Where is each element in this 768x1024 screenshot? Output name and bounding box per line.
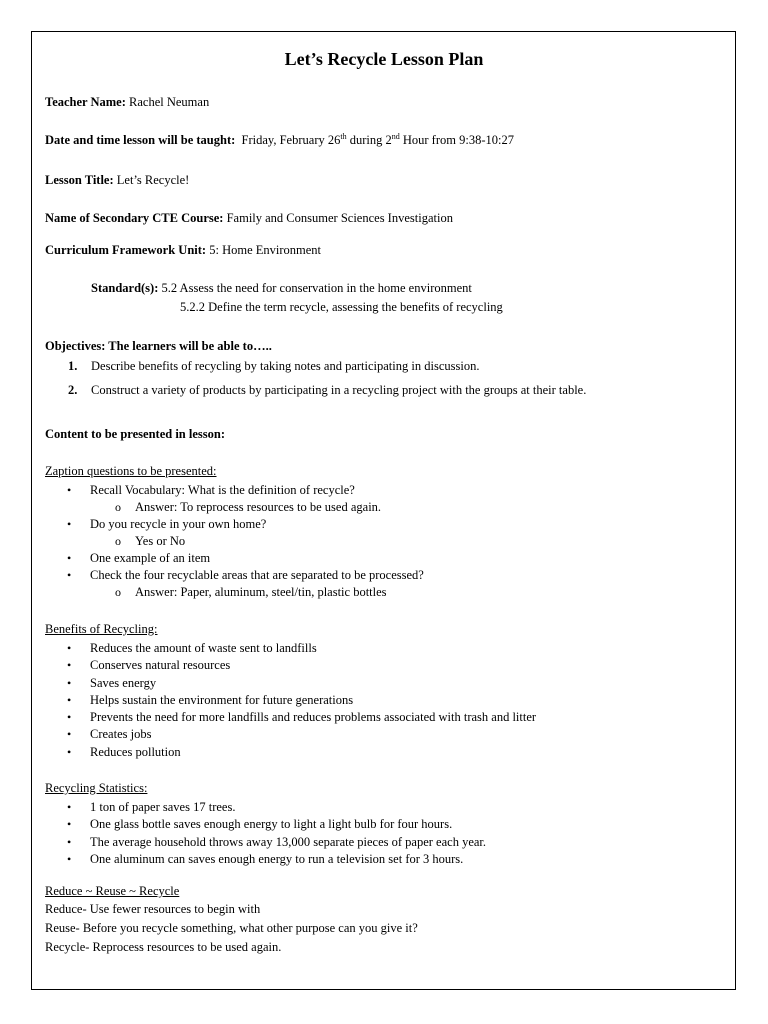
- bullet: •: [67, 800, 72, 814]
- objectives-heading: Objectives: The learners will be able to…..: [45, 339, 272, 353]
- objective-2-number: 2.: [68, 383, 78, 397]
- statistic-item: One aluminum can saves enough energy to run a television set for 3 hours.: [90, 852, 464, 866]
- date-value-post: Hour from 9:38-10:27: [399, 133, 514, 147]
- bullet: •: [67, 727, 72, 741]
- bullet: •: [67, 551, 72, 565]
- benefit-item: Creates jobs: [90, 727, 152, 741]
- sub-bullet: o: [115, 585, 121, 599]
- teacher-value: Rachel Neuman: [129, 95, 210, 109]
- standard-2: 5.2.2 Define the term recycle, assessing the benefits of recycling: [180, 300, 503, 314]
- benefit-item: Helps sustain the environment for future generations: [90, 693, 354, 707]
- zaption-question-2: Do you recycle in your own home?: [90, 517, 267, 531]
- bullet: •: [67, 568, 72, 582]
- date-sup-nd: nd: [391, 131, 400, 141]
- date-value-pre: Friday, February 26: [241, 133, 341, 147]
- objective-1-number: 1.: [68, 359, 78, 373]
- unit-value: 5: Home Environment: [209, 243, 322, 257]
- date-sup-th: th: [340, 131, 347, 141]
- content-heading: Content to be presented in lesson:: [45, 427, 225, 441]
- bullet: •: [67, 835, 72, 849]
- bullet: •: [67, 693, 72, 707]
- zaption-question-1: Recall Vocabulary: What is the definition of recycle?: [90, 483, 355, 497]
- sub-bullet: o: [115, 500, 121, 514]
- page-title: Let’s Recycle Lesson Plan: [284, 49, 484, 69]
- bullet: •: [67, 483, 72, 497]
- benefit-item: Reduces the amount of waste sent to landfills: [90, 641, 317, 655]
- bullet: •: [67, 658, 72, 672]
- standard-1: 5.2 Assess the need for conservation in the home environment: [161, 281, 472, 295]
- teacher-label: Teacher Name:: [45, 95, 126, 109]
- zaption-answer-4: Answer: Paper, aluminum, steel/tin, plastic bottles: [135, 585, 387, 599]
- bullet: •: [67, 745, 72, 759]
- date-label: Date and time lesson will be taught:: [45, 133, 236, 147]
- benefit-item: Conserves natural resources: [90, 658, 231, 672]
- course-value: Family and Consumer Sciences Investigation: [226, 211, 453, 225]
- statistic-item: One glass bottle saves enough energy to light a light bulb for four hours.: [90, 817, 453, 831]
- bullet: •: [67, 641, 72, 655]
- unit-line: [45, 242, 321, 258]
- benefits-heading: Benefits of Recycling:: [45, 622, 158, 636]
- date-value-mid: during 2: [346, 133, 392, 147]
- standards-label: Standard(s):: [91, 281, 159, 295]
- benefit-item: Saves energy: [90, 676, 157, 690]
- objective-2-text: Construct a variety of products by participating in a recycling project with the groups at their table.: [91, 383, 587, 397]
- sub-bullet: o: [115, 534, 121, 548]
- rrr-recycle: Recycle- Reprocess resources to be used again.: [45, 940, 282, 954]
- benefit-item: Reduces pollution: [90, 745, 181, 759]
- date-line: [45, 132, 514, 148]
- lesson-title-label: Lesson Title:: [45, 173, 114, 187]
- bullet: •: [67, 852, 72, 866]
- zaption-answer-1: Answer: To reprocess resources to be used again.: [135, 500, 382, 514]
- rrr-reuse: Reuse- Before you recycle something, what other purpose can you give it?: [45, 921, 418, 935]
- statistics-heading: Recycling Statistics:: [45, 781, 148, 795]
- course-label: Name of Secondary CTE Course:: [45, 211, 224, 225]
- teacher-line: [45, 94, 209, 110]
- bullet: •: [67, 817, 72, 831]
- rrr-heading: Reduce ~ Reuse ~ Recycle: [45, 884, 180, 898]
- bullet: •: [67, 676, 72, 690]
- objective-1-text: Describe benefits of recycling by taking notes and participating in discussion.: [91, 359, 480, 373]
- benefit-item: Prevents the need for more landfills and reduces problems associated with trash and litter: [90, 710, 537, 724]
- statistic-item: 1 ton of paper saves 17 trees.: [90, 800, 236, 814]
- standards-line-1: [91, 280, 472, 296]
- bullet: •: [67, 710, 72, 724]
- zaption-heading: Zaption questions to be presented:: [45, 464, 217, 478]
- course-line: [45, 210, 453, 226]
- zaption-question-4: Check the four recyclable areas that are separated to be processed?: [90, 568, 424, 582]
- zaption-question-3: One example of an item: [90, 551, 211, 565]
- rrr-reduce: Reduce- Use fewer resources to begin with: [45, 902, 261, 916]
- lesson-title-value: Let’s Recycle!: [116, 173, 190, 187]
- zaption-answer-2: Yes or No: [135, 534, 186, 548]
- lesson-title-line: [45, 172, 189, 188]
- unit-label: Curriculum Framework Unit:: [45, 243, 207, 257]
- bullet: •: [67, 517, 72, 531]
- statistic-item: The average household throws away 13,000 separate pieces of paper each year.: [90, 835, 487, 849]
